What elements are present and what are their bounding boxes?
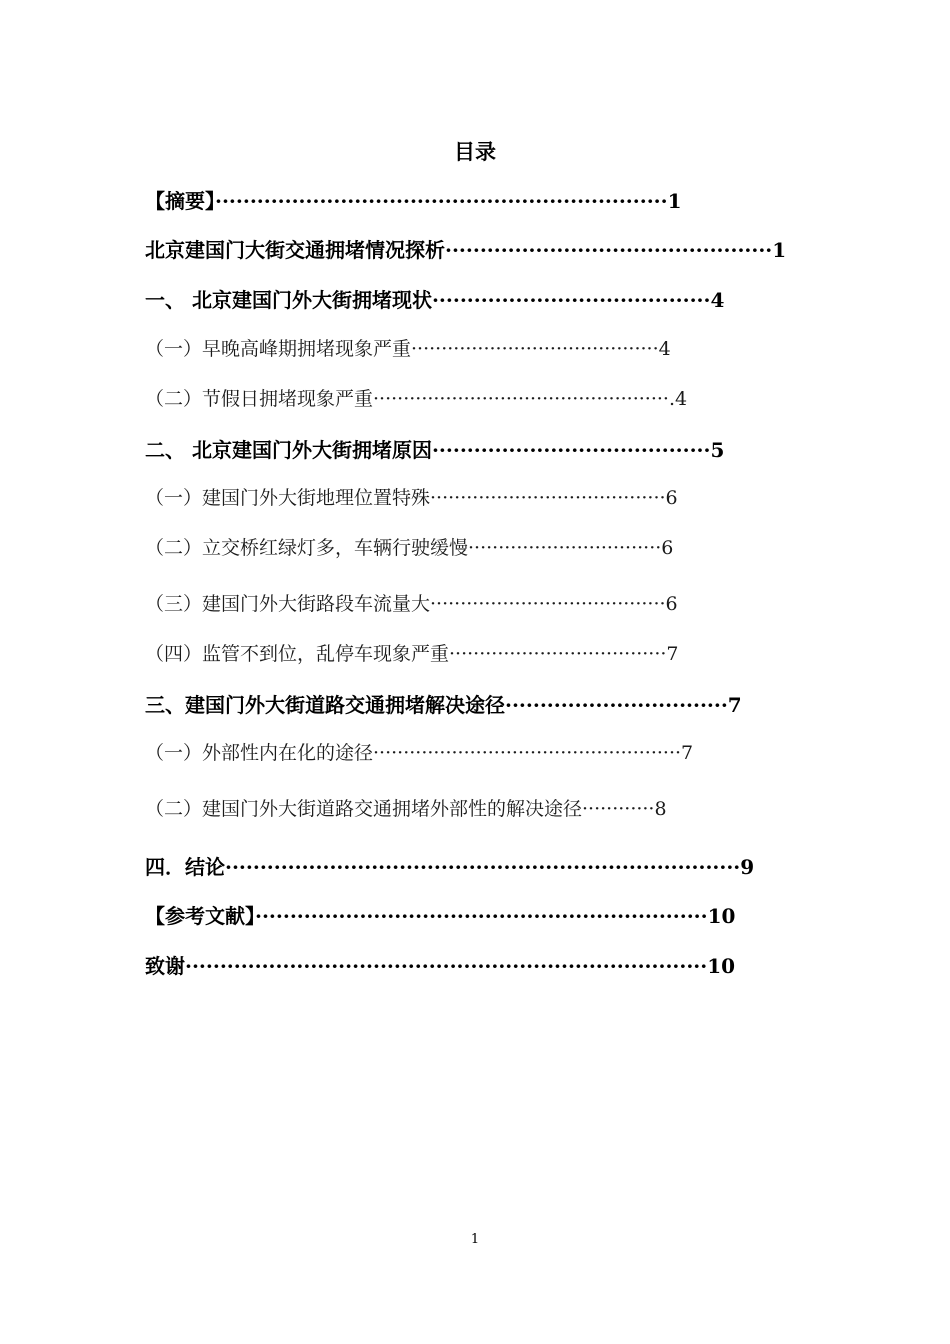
- toc-entry-conclusion[interactable]: 四．结论··········································································9: [145, 855, 755, 879]
- toc-entry-2-2[interactable]: （二）立交桥红绿灯多，车辆行驶缓慢································6: [145, 537, 674, 559]
- toc-entry-abstract[interactable]: 【摘要】·································································1: [145, 189, 682, 213]
- toc-entry-2-3[interactable]: （三）建国门外大街路段车流量大·······································6: [145, 593, 678, 615]
- toc-entry-1-1[interactable]: （一）早晚高峰期拥堵现象严重·········································4: [145, 338, 671, 360]
- toc-entry-main-title[interactable]: 北京建国门大街交通拥堵情况探析···············································1: [145, 238, 787, 262]
- toc-entry-chapter-2[interactable]: 二、 北京建国门外大街拥堵原因········································5: [145, 438, 725, 462]
- toc-entry-1-2[interactable]: （二）节假日拥堵现象严重·················································.4: [145, 388, 688, 410]
- toc-entry-references[interactable]: 【参考文献】·································································10: [145, 904, 736, 928]
- toc-entry-chapter-1[interactable]: 一、 北京建国门外大街拥堵现状········································4: [145, 288, 725, 312]
- toc-entry-chapter-3[interactable]: 三、建国门外大街道路交通拥堵解决途径································7: [145, 693, 742, 717]
- toc-title: 目录: [454, 139, 496, 164]
- toc-entry-acknowledgement[interactable]: 致谢···········································································10: [145, 954, 736, 978]
- toc-entry-3-1[interactable]: （一）外部性内在化的途径···················································7: [145, 742, 694, 764]
- toc-entry-3-2[interactable]: （二）建国门外大街道路交通拥堵外部性的解决途径············8: [145, 798, 667, 820]
- toc-entry-2-1[interactable]: （一）建国门外大街地理位置特殊·······································6: [145, 487, 678, 509]
- page-number: 1: [470, 1232, 480, 1247]
- toc-entry-2-4[interactable]: （四）监管不到位，乱停车现象严重····································7: [145, 643, 679, 665]
